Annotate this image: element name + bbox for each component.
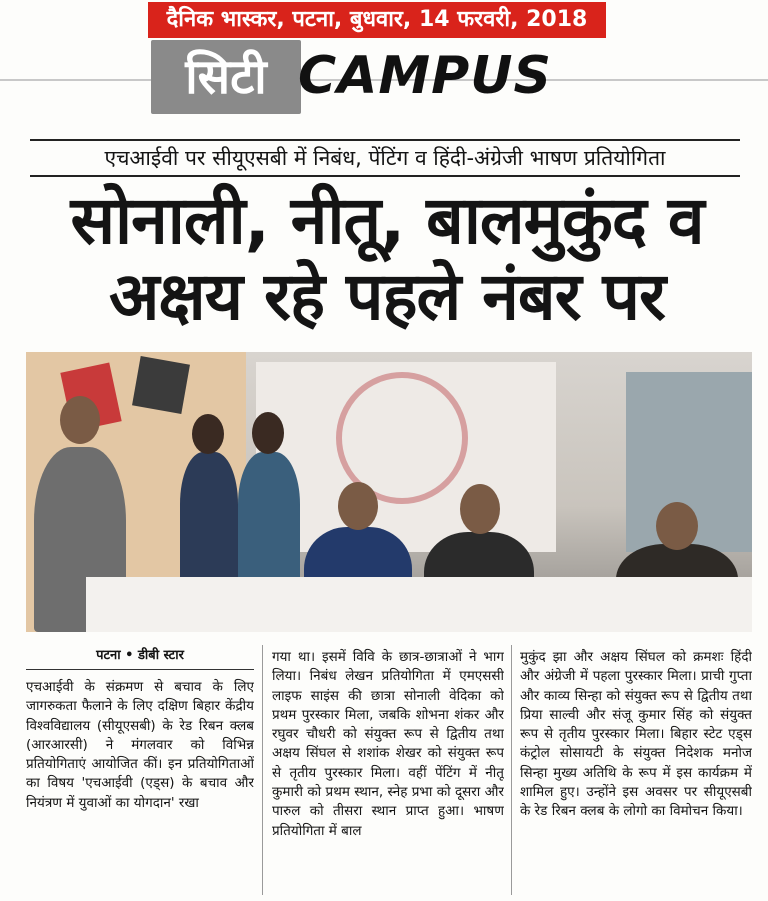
headline-line-2: अक्षय रहे पहले नंबर पर	[108, 258, 666, 335]
article-text: एचआईवी के संक्रमण से बचाव के लिए जागरुकता फैलाने के लिए दक्षिण बिहार केंद्रीय विश्वविद्यालय (सीयूएसबी) के रेड रिबन क्लब (आरआरसी) ने मंगलवार को विभिन्न प्रतियोगिताएं आयोजित कीं। इन प्रतियोगिताओं का विषय 'एचआईवी (एड्स) के बचाव और नियंत्रण में युवाओं का योगदान' रखा	[26, 679, 254, 811]
photo-person-head	[252, 412, 284, 454]
photo-table	[86, 577, 752, 632]
photo-person-head	[192, 414, 224, 454]
photo-poster	[132, 356, 190, 414]
article-column-2	[272, 648, 504, 900]
section-campus-label: CAMPUS	[298, 46, 552, 106]
article-column-3	[520, 648, 752, 900]
event-photo	[26, 352, 752, 632]
article-column-1	[26, 678, 254, 900]
section-city-label: सिटी	[151, 40, 301, 114]
photo-person	[238, 452, 300, 582]
article-subhead: एचआईवी पर सीयूएसबी में निबंध, पेंटिंग व हिंदी-अंग्रेजी भाषण प्रतियोगिता	[30, 139, 740, 177]
column-divider	[511, 645, 512, 895]
photo-person	[180, 452, 238, 582]
newspaper-masthead: दैनिक भास्कर, पटना, बुधवार, 14 फरवरी, 2018	[148, 2, 606, 38]
article-headline	[22, 183, 752, 335]
article-text: गया था। इसमें विवि के छात्र-छात्राओं ने भाग लिया। निबंध लेखन प्रतियोगिता में एमएससी लाइफ साइंस की छात्रा सोनाली वेदिका को प्रथम पुरस्कार मिला, जबकि शोभना शंकर और रघुवर चौधरी को संयुक्त रूप से द्वितीय तथा अक्षय सिंघल से शशांक शेखर को संयुक्त रूप से तृतीय पुरस्कार मिला। वहीं पेंटिंग में नीतू कुमारी को प्रथम स्थान, स्नेह प्रभा को दूसरा और पारुल को तीसरा स्थान प्राप्त हुआ। भाषण प्रतियोगिता में बाल	[272, 649, 504, 839]
photo-person-head	[656, 502, 698, 550]
byline: पटना • डीबी स्टार	[26, 647, 254, 670]
photo-person-head	[60, 396, 100, 444]
headline-line-1: सोनाली, नीतू, बालमुकुंद व	[70, 182, 704, 259]
photo-person-head	[338, 482, 378, 530]
article-text: मुकुंद झा और अक्षय सिंघल को क्रमशः हिंदी और अंग्रेजी में पहला पुरस्कार मिला। प्राची गुप्ता और काव्य सिन्हा को संयुक्त रूप से द्वितीय तथा प्रिया साल्वी और संजू कुमार सिंह को संयुक्त रूप से तृतीय पुरस्कार मिला। बिहार स्टेट एड्स कंट्रोल सोसायटी के संयुक्त निदेशक मनोज सिन्हा मुख्य अतिथि के रूप में इस कार्यक्रम में शामिल हुए। उन्होंने इस अवसर पर सीयूएसबी के रेड रिबन क्लब के लोगो का विमोचन किया।	[520, 649, 752, 820]
column-divider	[262, 645, 263, 895]
photo-person-head	[460, 484, 500, 534]
